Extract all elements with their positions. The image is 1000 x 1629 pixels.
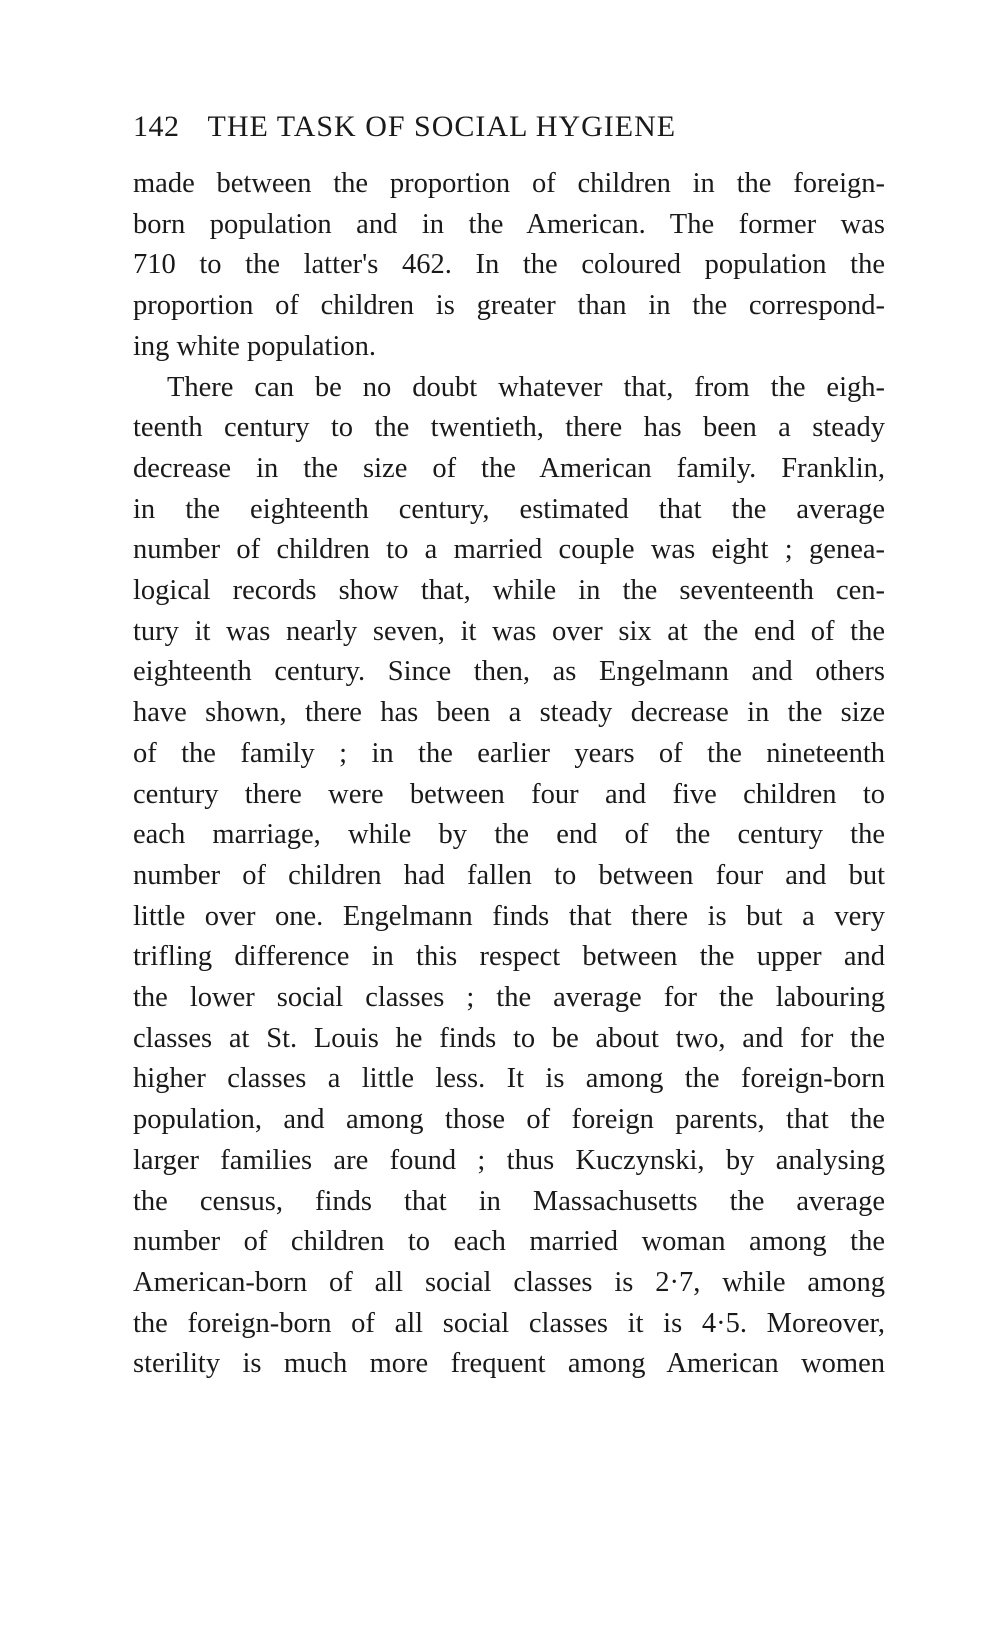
text-line: ing white population.	[133, 330, 377, 362]
text-line: 710 to the latter's 462. In the coloured population the	[133, 249, 885, 281]
text-line: American-born of all social classes is 2·7, while among	[133, 1266, 885, 1298]
running-head	[133, 110, 885, 162]
text-line: sterility is much more frequent among American women	[133, 1348, 885, 1380]
page-number: 142	[133, 110, 180, 143]
text-line: classes at St. Louis he finds to be about two, and for the	[133, 1022, 885, 1054]
book-page	[133, 110, 885, 1385]
text-line: the census, finds that in Massachusetts the average	[133, 1185, 885, 1217]
text-line: proportion of children is greater than in the correspond-	[133, 290, 885, 322]
text-line: in the eighteenth century, estimated that the average	[133, 493, 885, 525]
text-line: made between the proportion of children in the foreign-	[133, 168, 885, 199]
body-text	[133, 164, 885, 1385]
paragraph-1	[133, 164, 885, 368]
text-line: decrease in the size of the American family. Franklin,	[133, 452, 885, 484]
text-line: born population and in the American. The former was	[133, 208, 885, 240]
text-line: have shown, there has been a steady decrease in the size	[133, 697, 885, 729]
text-line: each marriage, while by the end of the century the	[133, 819, 885, 851]
text-line: population, and among those of foreign parents, that the	[133, 1104, 885, 1136]
text-line: the lower social classes ; the average for the labouring	[133, 982, 885, 1014]
text-line: higher classes a little less. It is among the foreign-born	[133, 1063, 885, 1095]
text-line: eighteenth century. Since then, as Engelmann and others	[133, 656, 885, 688]
text-line: the foreign-born of all social classes it is 4·5. Moreover,	[133, 1307, 885, 1339]
text-line: trifling difference in this respect between the upper and	[133, 941, 885, 973]
running-title: THE TASK OF SOCIAL HYGIENE	[207, 110, 677, 143]
text-line: larger families are found ; thus Kuczynski, by analysing	[133, 1144, 885, 1176]
paragraph-2	[133, 368, 885, 1386]
text-line: number of children to each married woman among the	[133, 1226, 885, 1258]
text-line: century there were between four and five children to	[133, 778, 885, 810]
text-line: number of children had fallen to between four and but	[133, 859, 885, 891]
text-line: There can be no doubt whatever that, from the eigh-	[167, 371, 885, 403]
text-line: number of children to a married couple was eight ; genea-	[133, 534, 885, 566]
text-line: tury it was nearly seven, it was over six at the end of the	[133, 615, 885, 647]
text-line: little over one. Engelmann finds that there is but a very	[133, 900, 885, 932]
text-line: logical records show that, while in the seventeenth cen-	[133, 575, 885, 607]
text-line: of the family ; in the earlier years of the nineteenth	[133, 737, 885, 769]
text-line: teenth century to the twentieth, there has been a steady	[133, 412, 885, 444]
